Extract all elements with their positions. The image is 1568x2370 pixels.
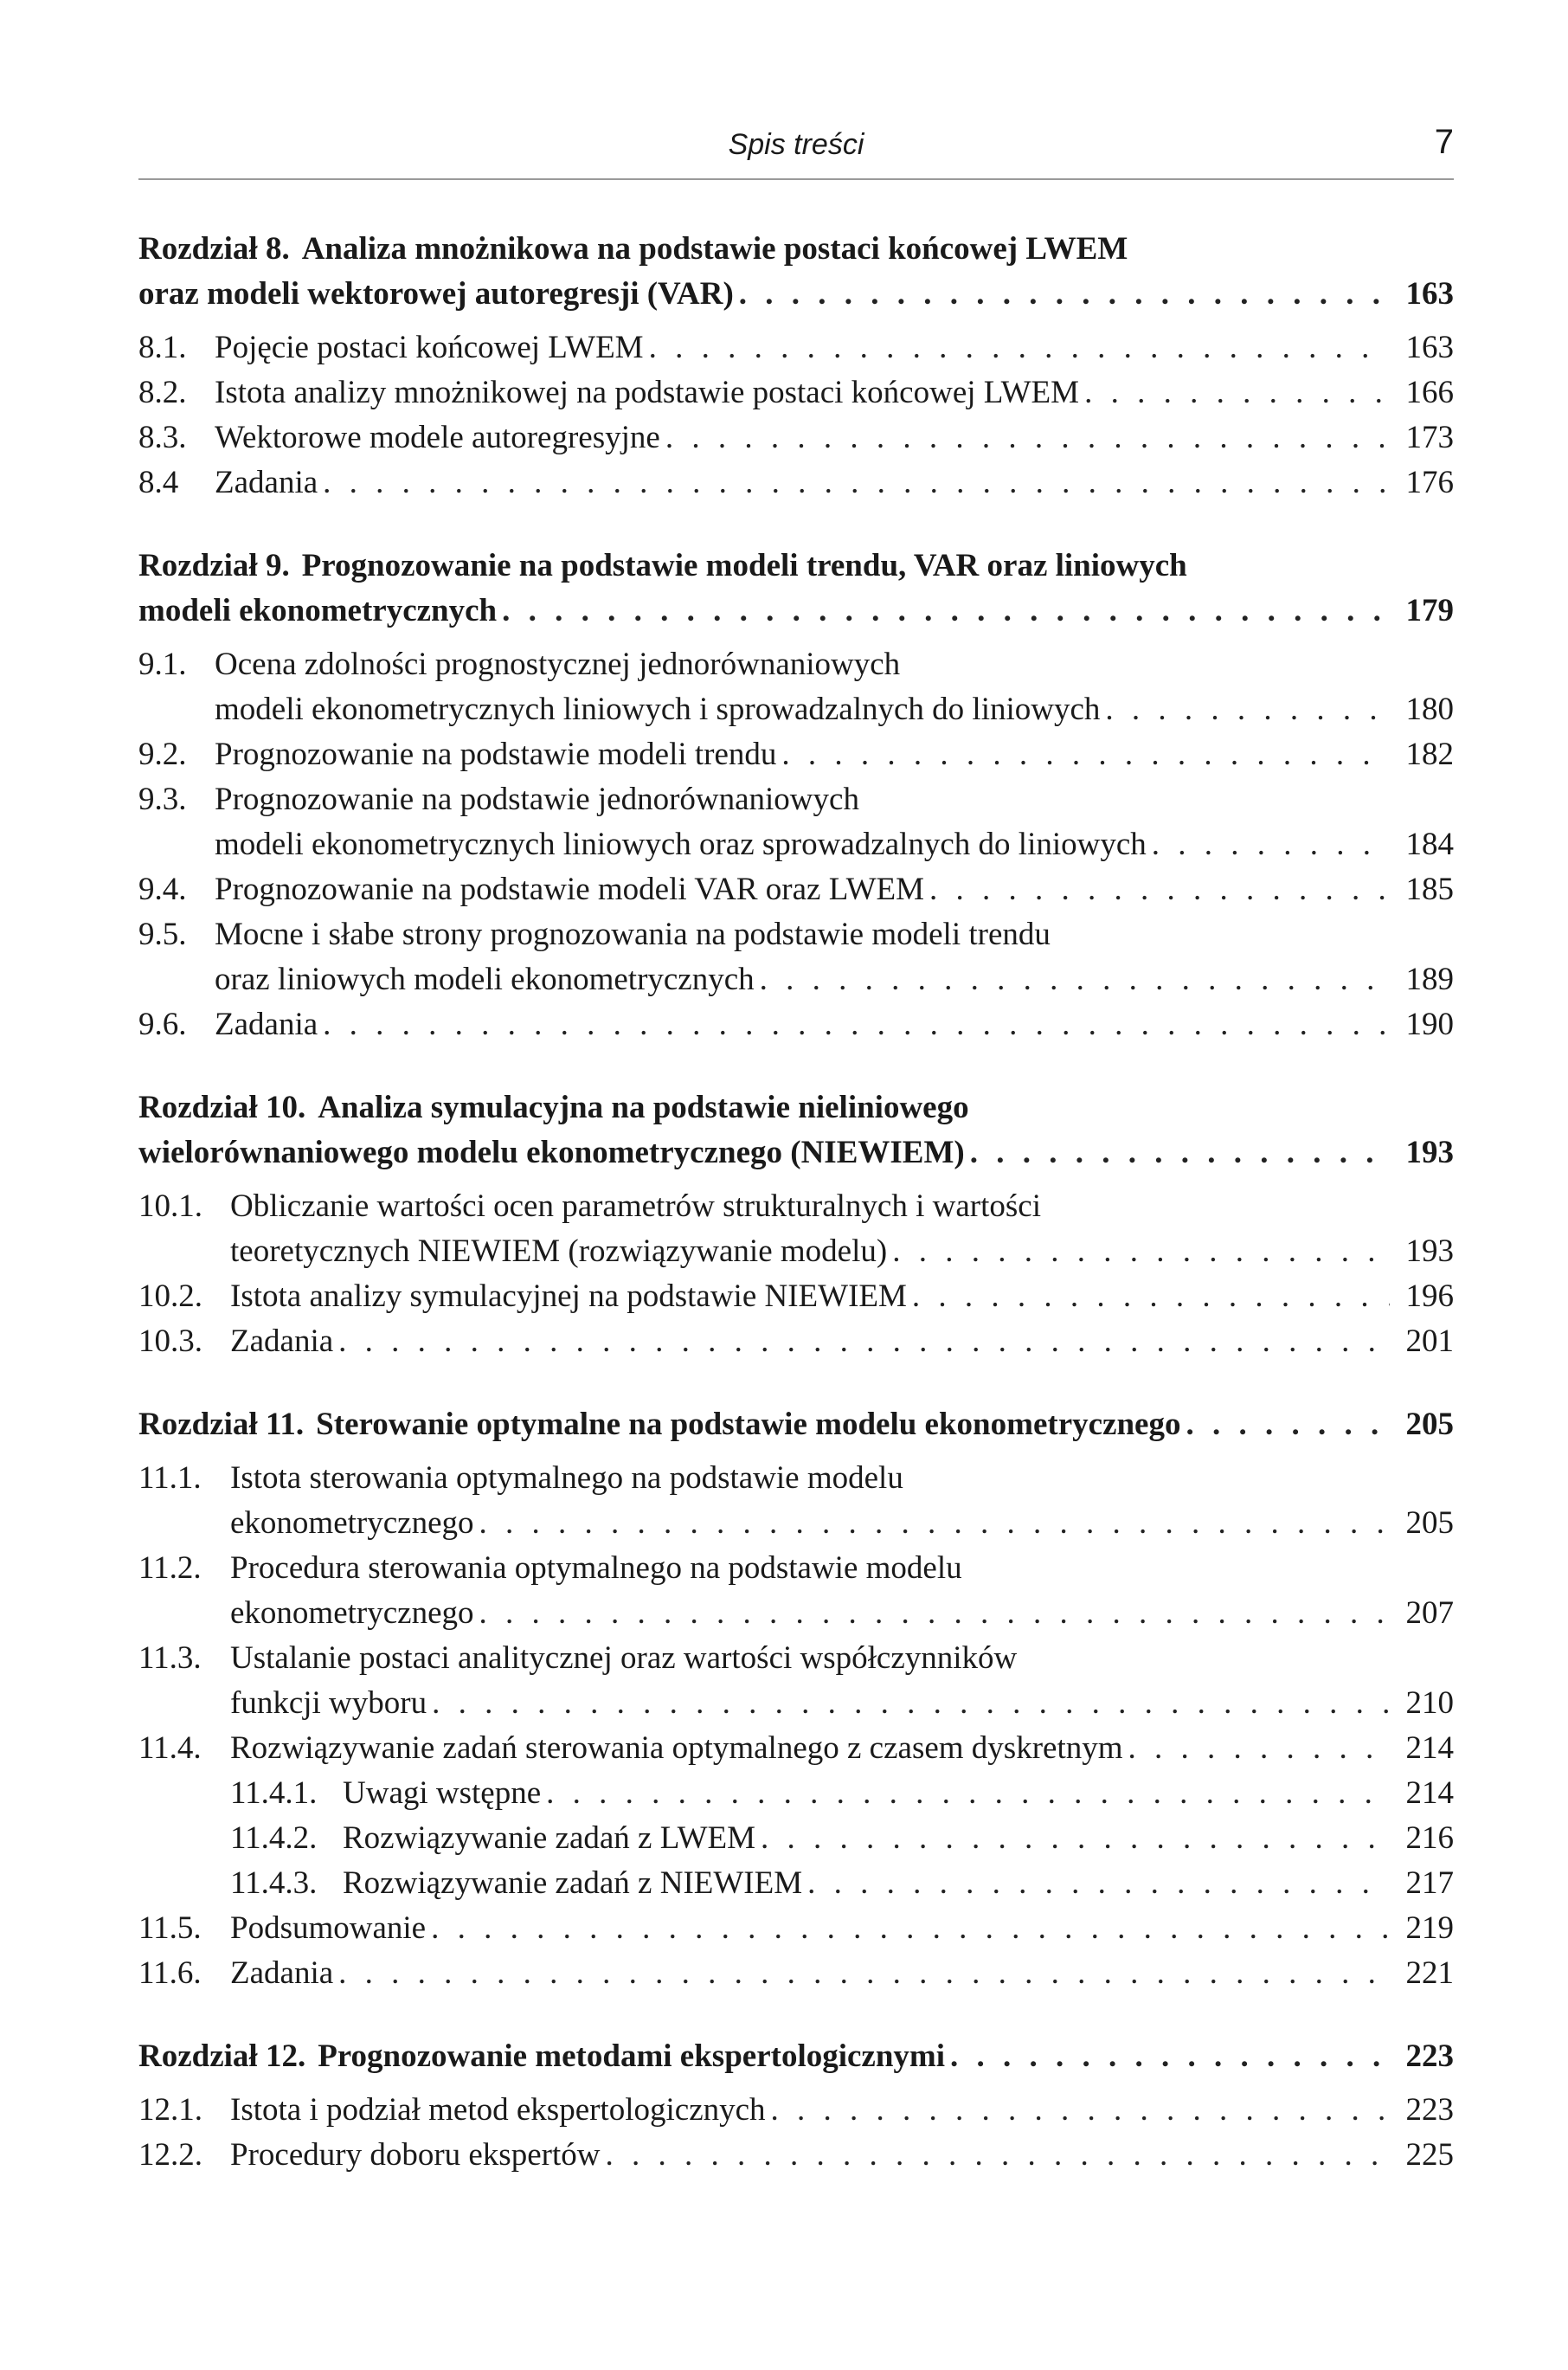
chapter-title-cont: wielorównaniowego modelu ekonometrycznego (NIEWIEM): [138, 1135, 965, 1170]
dot-leader: [761, 1816, 1390, 1861]
toc-entry[interactable]: [138, 2133, 1454, 2178]
table-of-contents: [138, 227, 1454, 2216]
section-title: Rozwiązywanie zadań sterowania optymalnego z czasem dyskretnym: [230, 1730, 1123, 1766]
chapter-label: Rozdział 12.: [138, 2038, 306, 2074]
dot-leader: [912, 1274, 1390, 1319]
section-number: 12.1.: [138, 2092, 202, 2128]
toc-entry[interactable]: [138, 325, 1454, 370]
toc-entry-cont[interactable]: [138, 687, 1454, 732]
subsection-number: 11.4.3.: [230, 1865, 318, 1901]
section-page: 223: [1405, 2092, 1454, 2128]
section-number: 9.3.: [138, 782, 187, 817]
section-page: 193: [1405, 1233, 1454, 1269]
chapter-label: Rozdział 11.: [138, 1407, 305, 1442]
section-page: 176: [1405, 465, 1454, 500]
chapter-label: Rozdział 10.: [138, 1090, 306, 1125]
toc-entry-cont[interactable]: [138, 1681, 1454, 1726]
section-page: 201: [1405, 1323, 1454, 1359]
section-title-cont: modeli ekonometrycznych liniowych i sprowadzalnych do liniowych: [215, 692, 1101, 727]
subsection-number: 11.4.1.: [230, 1775, 318, 1811]
dot-leader: [739, 272, 1390, 317]
section-title: Zadania: [215, 1007, 318, 1042]
chapter-title-cont: oraz modeli wektorowej autoregresji (VAR): [138, 276, 734, 312]
chapter-11: [138, 1402, 1454, 1996]
section-title: Istota analizy mnożnikowej na podstawie postaci końcowej LWEM: [215, 375, 1080, 410]
dot-leader: [950, 2034, 1390, 2079]
section-page: 210: [1405, 1685, 1454, 1721]
section-page: 205: [1405, 1505, 1454, 1541]
section-title: Istota analizy symulacyjnej na podstawie NIEWIEM: [230, 1278, 907, 1314]
section-page: 185: [1405, 872, 1454, 907]
section-number: 12.2.: [138, 2137, 202, 2173]
dot-leader: [1186, 1402, 1390, 1447]
section-page: 214: [1405, 1730, 1454, 1766]
chapter-title: Prognozowanie metodami ekspertologicznymi: [318, 2038, 946, 2074]
chapter-heading: [138, 544, 1454, 589]
section-title: Zadania: [215, 465, 318, 500]
section-number: 9.2.: [138, 737, 187, 772]
subsection-page: 216: [1405, 1820, 1454, 1856]
section-title: Podsumowanie: [230, 1910, 427, 1946]
dot-leader: [338, 1319, 1390, 1364]
section-number: 8.1.: [138, 330, 187, 365]
section-title: Istota sterowania optymalnego na podstawie modelu: [230, 1460, 903, 1496]
dot-leader: [892, 1229, 1390, 1274]
section-page: 166: [1405, 375, 1454, 410]
section-title-cont: oraz liniowych modeli ekonometrycznych: [215, 962, 755, 997]
section-number: 8.3.: [138, 420, 187, 455]
section-page: 196: [1405, 1278, 1454, 1314]
subsection-title: Rozwiązywanie zadań z LWEM: [343, 1820, 756, 1856]
section-number: 11.4.: [138, 1730, 202, 1766]
section-title: Mocne i słabe strony prognozowania na podstawie modeli trendu: [215, 917, 1051, 952]
section-title: Obliczanie wartości ocen parametrów strukturalnych i wartości: [230, 1188, 1041, 1224]
page-number: 7: [1434, 123, 1454, 161]
chapter-9: [138, 544, 1454, 1047]
section-number: 9.1.: [138, 647, 187, 682]
toc-entry: [138, 642, 1454, 687]
section-number: 11.2.: [138, 1550, 202, 1586]
toc-entry[interactable]: [138, 1319, 1454, 1364]
chapter-heading[interactable]: [138, 2034, 1454, 2079]
toc-entry-cont[interactable]: [138, 822, 1454, 867]
chapter-page: 223: [1405, 2038, 1454, 2074]
dot-leader: [929, 867, 1390, 912]
chapter-heading: [138, 227, 1454, 272]
section-number: 10.3.: [138, 1323, 202, 1359]
dot-leader: [479, 1591, 1391, 1636]
section-title: Prognozowanie na podstawie jednorównaniowych: [215, 782, 859, 817]
toc-entry[interactable]: [138, 1274, 1454, 1319]
section-page: 180: [1405, 692, 1454, 727]
toc-entry-cont[interactable]: [138, 1229, 1454, 1274]
toc-subentry[interactable]: [138, 1816, 1454, 1861]
section-title-cont: ekonometrycznego: [230, 1595, 474, 1631]
subsection-title: Uwagi wstępne: [343, 1775, 542, 1811]
section-page: 182: [1405, 737, 1454, 772]
dot-leader: [1152, 822, 1390, 867]
section-title: Zadania: [230, 1323, 334, 1359]
chapter-page: 179: [1405, 593, 1454, 628]
subsection-number: 11.4.2.: [230, 1820, 318, 1856]
toc-entry[interactable]: [138, 370, 1454, 415]
toc-entry: [138, 1456, 1454, 1501]
section-title: Prognozowanie na podstawie modeli VAR oraz LWEM: [215, 872, 924, 907]
section-number: 10.1.: [138, 1188, 202, 1224]
chapter-page: 193: [1405, 1135, 1454, 1170]
toc-entry[interactable]: [138, 867, 1454, 912]
dot-leader: [781, 732, 1390, 777]
chapter-12: [138, 2034, 1454, 2178]
chapter-page: 163: [1405, 276, 1454, 312]
chapter-heading-cont[interactable]: [138, 1130, 1454, 1175]
toc-entry-cont[interactable]: [138, 1501, 1454, 1546]
section-page: 163: [1405, 330, 1454, 365]
header-title: Spis treści: [728, 128, 864, 161]
section-page: 190: [1405, 1007, 1454, 1042]
toc-entry[interactable]: [138, 2088, 1454, 2133]
toc-entry: [138, 1546, 1454, 1591]
chapter-title: Prognozowanie na podstawie modeli trendu, VAR oraz liniowych: [301, 548, 1187, 583]
chapter-title: Analiza mnożnikowa na podstawie postaci końcowej LWEM: [301, 231, 1128, 267]
section-title: Ustalanie postaci analitycznej oraz wartości współczynników: [230, 1640, 1018, 1676]
dot-leader: [479, 1501, 1391, 1546]
chapter-heading-cont[interactable]: [138, 589, 1454, 634]
subsection-page: 217: [1405, 1865, 1454, 1901]
section-page: 189: [1405, 962, 1454, 997]
toc-entry[interactable]: [138, 415, 1454, 460]
subsection-title: Rozwiązywanie zadań z NIEWIEM: [343, 1865, 803, 1901]
chapter-10: [138, 1085, 1454, 1364]
chapter-label: Rozdział 9.: [138, 548, 290, 583]
section-number: 11.1.: [138, 1460, 202, 1496]
toc-entry[interactable]: [138, 460, 1454, 506]
section-page: 225: [1405, 2137, 1454, 2173]
dot-leader: [760, 957, 1390, 1002]
section-number: 11.6.: [138, 1955, 202, 1991]
toc-entry: [138, 1184, 1454, 1229]
dot-leader: [502, 589, 1390, 634]
chapter-page: 205: [1405, 1407, 1454, 1442]
section-title: Prognozowanie na podstawie modeli trendu: [215, 737, 777, 772]
section-number: 9.6.: [138, 1007, 187, 1042]
section-title-cont: funkcji wyboru: [230, 1685, 427, 1721]
dot-leader: [1084, 370, 1390, 415]
section-number: 10.2.: [138, 1278, 202, 1314]
toc-subentry[interactable]: [138, 1861, 1454, 1906]
dot-leader: [771, 2088, 1390, 2133]
dot-leader: [605, 2133, 1390, 2178]
toc-entry[interactable]: [138, 732, 1454, 777]
toc-subentry[interactable]: [138, 1771, 1454, 1816]
chapter-label: Rozdział 8.: [138, 231, 290, 267]
section-number: 8.2.: [138, 375, 187, 410]
chapter-title: Analiza symulacyjna na podstawie nieliniowego: [318, 1090, 969, 1125]
toc-entry-cont[interactable]: [138, 957, 1454, 1002]
dot-leader: [807, 1861, 1390, 1906]
section-page: 207: [1405, 1595, 1454, 1631]
dot-leader: [1105, 687, 1390, 732]
dot-leader: [431, 1906, 1390, 1951]
dot-leader: [1128, 1726, 1390, 1771]
section-number: 11.3.: [138, 1640, 202, 1676]
section-number: 11.5.: [138, 1910, 202, 1946]
section-page: 173: [1405, 420, 1454, 455]
section-title: Procedura sterowania optymalnego na podstawie modelu: [230, 1550, 962, 1586]
chapter-heading: [138, 1085, 1454, 1130]
chapter-title-cont: modeli ekonometrycznych: [138, 593, 498, 628]
section-number: 8.4: [138, 465, 179, 500]
toc-entry[interactable]: [138, 1906, 1454, 1951]
running-header: [138, 121, 1454, 173]
toc-entry: [138, 912, 1454, 957]
section-title-cont: ekonometrycznego: [230, 1505, 474, 1541]
toc-entry[interactable]: [138, 1002, 1454, 1047]
section-title: Pojęcie postaci końcowej LWEM: [215, 330, 644, 365]
section-title-cont: teoretycznych NIEWIEM (rozwiązywanie modelu): [230, 1233, 888, 1269]
section-title: Istota i podział metod ekspertologicznych: [230, 2092, 766, 2128]
subsection-page: 214: [1405, 1775, 1454, 1811]
chapter-8: [138, 227, 1454, 506]
dot-leader: [649, 325, 1390, 370]
section-title: Wektorowe modele autoregresyjne: [215, 420, 660, 455]
section-title: Zadania: [230, 1955, 334, 1991]
section-title: Ocena zdolności prognostycznej jednorównaniowych: [215, 647, 901, 682]
section-page: 221: [1405, 1955, 1454, 1991]
toc-entry-cont[interactable]: [138, 1591, 1454, 1636]
section-title-cont: modeli ekonometrycznych liniowych oraz sprowadzalnych do liniowych: [215, 827, 1147, 862]
dot-leader: [546, 1771, 1390, 1816]
chapter-heading-cont[interactable]: [138, 272, 1454, 317]
toc-entry[interactable]: [138, 1726, 1454, 1771]
toc-entry: [138, 1636, 1454, 1681]
dot-leader: [665, 415, 1390, 460]
header-divider: [138, 178, 1454, 180]
section-page: 219: [1405, 1910, 1454, 1946]
dot-leader: [338, 1951, 1390, 1996]
chapter-title: Sterowanie optymalne na podstawie modelu ekonometrycznego: [316, 1407, 1181, 1442]
toc-entry: [138, 777, 1454, 822]
dot-leader: [323, 460, 1390, 506]
section-number: 9.5.: [138, 917, 187, 952]
section-number: 9.4.: [138, 872, 187, 907]
chapter-heading[interactable]: [138, 1402, 1454, 1447]
dot-leader: [323, 1002, 1390, 1047]
section-title: Procedury doboru ekspertów: [230, 2137, 601, 2173]
dot-leader: [432, 1681, 1390, 1726]
dot-leader: [970, 1130, 1390, 1175]
toc-entry[interactable]: [138, 1951, 1454, 1996]
section-page: 184: [1405, 827, 1454, 862]
